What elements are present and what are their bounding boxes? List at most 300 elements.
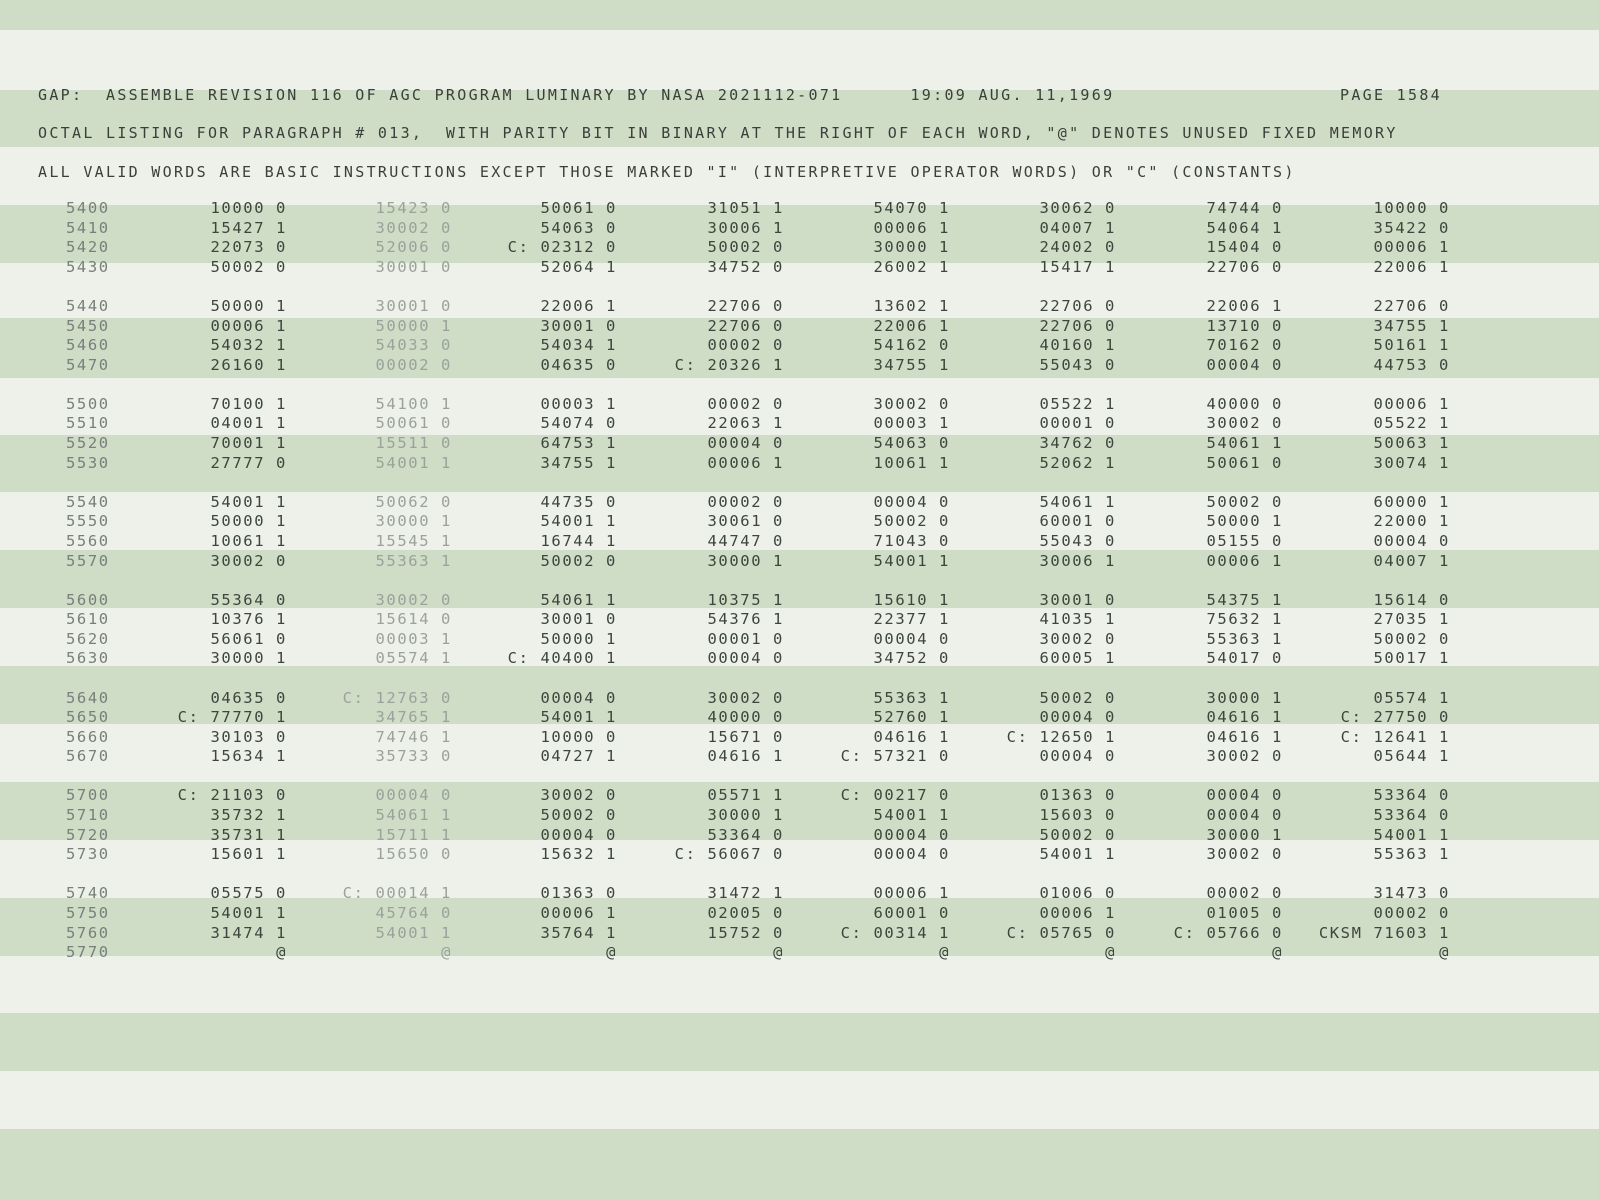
row-address: 5440 [66,296,110,315]
octal-word: 31472 1 [707,884,784,903]
octal-word: 30000 1 [707,806,784,824]
row-address: 5670 [66,747,110,766]
listing-row [0,591,1599,611]
octal-word: 00006 1 [1373,394,1450,413]
octal-word: CKSM 71603 1 [1318,923,1450,942]
octal-word: 52064 1 [540,257,617,276]
octal-word: 56061 0 [210,629,287,648]
octal-word: 00004 0 [873,825,950,844]
octal-word: 52062 1 [1039,453,1116,472]
octal-word: 15632 1 [540,845,617,864]
row-address: 5450 [66,316,110,335]
octal-word: 35764 1 [540,923,617,942]
octal-word: 55043 0 [1039,355,1116,374]
octal-word: C: 00314 1 [840,923,950,942]
octal-word: 74744 0 [1206,199,1283,217]
listing-row [0,649,1599,669]
octal-word: 41035 1 [1039,610,1116,629]
octal-word: 50161 1 [1373,336,1450,355]
octal-word: 60001 0 [1039,512,1116,531]
octal-word: 04727 1 [540,747,617,766]
octal-word: 55363 1 [873,688,950,707]
octal-word: 54063 0 [873,434,950,452]
octal-word: 50002 0 [1039,688,1116,707]
octal-word: 10376 1 [210,610,287,629]
octal-word: 50000 1 [375,316,452,335]
octal-word: 15404 0 [1206,238,1283,257]
octal-word: 00002 0 [1373,903,1450,922]
octal-word: 35733 0 [375,747,452,766]
octal-word: C: 00217 0 [840,786,950,805]
listing-row [0,199,1599,219]
octal-word: 15423 0 [375,199,452,217]
row-address: 5530 [66,453,110,472]
octal-word: 00006 1 [1039,903,1116,922]
octal-word: 34752 0 [873,649,950,668]
row-address: 5460 [66,336,110,355]
header-line-3: ALL VALID WORDS ARE BASIC INSTRUCTIONS EXCEPT THOSE MARKED "I" (INTERPRETIVE OPERATOR WORDS) OR "C" (CONSTANTS) [38,163,1296,181]
octal-word: 54061 1 [1206,434,1283,452]
octal-word: @ [939,943,950,962]
octal-word: 54001 1 [540,512,617,531]
octal-word: 10000 0 [540,727,617,746]
octal-word: 31474 1 [210,923,287,942]
octal-word: 10000 0 [1373,199,1450,217]
octal-word: 22706 0 [707,316,784,335]
octal-word: 31473 0 [1373,884,1450,903]
octal-word: 05522 1 [1039,394,1116,413]
octal-word: 54375 1 [1206,590,1283,609]
octal-word: 70001 1 [210,434,287,452]
octal-word: 00004 0 [1039,708,1116,727]
octal-word: 30001 0 [540,610,617,629]
octal-word: 15614 0 [1373,590,1450,609]
octal-word: 44747 0 [707,531,784,550]
listing-row [0,493,1599,513]
octal-word: 30000 1 [1206,825,1283,844]
octal-word: 30000 1 [375,512,452,531]
octal-word: 30002 0 [1206,414,1283,433]
octal-word: 30002 0 [1206,747,1283,766]
listing-row [0,610,1599,630]
octal-word: 27777 0 [210,453,287,472]
row-address: 5720 [66,825,110,844]
row-address: 5660 [66,727,110,746]
octal-word: 15610 1 [873,590,950,609]
octal-word: 30002 0 [1206,845,1283,864]
octal-word: 00004 0 [1206,806,1283,824]
listing-row [0,258,1599,278]
octal-word: @ [1105,943,1116,962]
octal-word: 16744 1 [540,531,617,550]
listing-row [0,728,1599,748]
octal-word: 00004 0 [873,492,950,511]
octal-word: 60005 1 [1039,649,1116,668]
octal-word: 54063 0 [540,218,617,237]
row-address: 5610 [66,610,110,629]
octal-word: 00004 0 [707,434,784,452]
row-address: 5750 [66,903,110,922]
octal-word: 00003 1 [540,394,617,413]
octal-word: 54032 1 [210,336,287,355]
row-address: 5650 [66,708,110,727]
octal-word: 54061 1 [375,806,452,824]
octal-word: C: 02312 0 [507,238,617,257]
octal-word: 15427 1 [210,218,287,237]
listing-row [0,630,1599,650]
octal-word: 05571 1 [707,786,784,805]
octal-word: 53364 0 [707,825,784,844]
octal-word: 30002 0 [707,688,784,707]
octal-word: 54061 1 [540,590,617,609]
octal-word: 50000 1 [210,512,287,531]
octal-word: 22063 1 [707,414,784,433]
octal-word: 26002 1 [873,257,950,276]
octal-word: 50002 0 [707,238,784,257]
octal-word: 35732 1 [210,806,287,824]
octal-word: 31051 1 [707,199,784,217]
octal-word: 22377 1 [873,610,950,629]
row-address: 5600 [66,590,110,609]
octal-word: 00002 0 [375,355,452,374]
octal-word: 15601 1 [210,845,287,864]
octal-word: 04616 1 [707,747,784,766]
octal-word: 34755 1 [1373,316,1450,335]
row-address: 5500 [66,394,110,413]
octal-word: 50061 0 [375,414,452,433]
octal-word: 15545 1 [375,531,452,550]
octal-word: C: 05765 0 [1006,923,1116,942]
listing-row [0,414,1599,434]
listing-row [0,532,1599,552]
octal-word: 00004 0 [707,649,784,668]
octal-word: 05522 1 [1373,414,1450,433]
octal-word: 00004 0 [540,688,617,707]
octal-word: 10061 1 [210,531,287,550]
octal-word: 00002 0 [707,394,784,413]
octal-word: 05574 1 [1373,688,1450,707]
octal-word: C: 12641 1 [1340,727,1450,746]
octal-word: 54001 1 [1039,845,1116,864]
octal-word: @ [1272,943,1283,962]
octal-word: 54001 1 [210,903,287,922]
octal-word: 05155 0 [1206,531,1283,550]
listing-row [0,317,1599,337]
octal-word: 22006 1 [1206,296,1283,315]
octal-word: 75632 1 [1206,610,1283,629]
row-address: 5420 [66,238,110,257]
listing-row [0,552,1599,572]
octal-word: @ [606,943,617,962]
octal-word: 53364 0 [1373,806,1450,824]
listing-row [0,826,1599,846]
octal-word: 54001 1 [375,453,452,472]
octal-word: 54033 0 [375,336,452,355]
page-number: PAGE 1584 [1340,86,1442,104]
octal-word: 00006 1 [1373,238,1450,257]
octal-word: 50002 0 [210,257,287,276]
octal-word: 22706 0 [707,296,784,315]
octal-word: 01005 0 [1206,903,1283,922]
row-address: 5520 [66,434,110,452]
octal-word: C: 40400 1 [507,649,617,668]
octal-word: 13710 0 [1206,316,1283,335]
octal-word: 15614 0 [375,610,452,629]
octal-word: 05644 1 [1373,747,1450,766]
octal-word: 00006 1 [1206,551,1283,570]
octal-word: 04007 1 [1373,551,1450,570]
octal-word: 15603 0 [1039,806,1116,824]
octal-word: 30002 0 [1039,629,1116,648]
octal-word: 22000 1 [1373,512,1450,531]
octal-word: 26160 1 [210,355,287,374]
octal-word: 00002 0 [707,492,784,511]
listing-row [0,512,1599,532]
octal-word: 00006 1 [707,453,784,472]
octal-word: C: 56067 0 [674,845,784,864]
listing-row [0,356,1599,376]
octal-word: 30000 1 [210,649,287,668]
octal-word: 30002 0 [873,394,950,413]
octal-word: 10061 1 [873,453,950,472]
octal-word: 04635 0 [540,355,617,374]
octal-word: 10375 1 [707,590,784,609]
octal-word: 54017 0 [1206,649,1283,668]
octal-word: 54376 1 [707,610,784,629]
listing-row [0,747,1599,767]
octal-word: 50061 0 [1206,453,1283,472]
octal-word: 50002 0 [540,551,617,570]
octal-word: 55364 0 [210,590,287,609]
row-address: 5430 [66,257,110,276]
octal-word: 70162 0 [1206,336,1283,355]
octal-word: 50063 1 [1373,434,1450,452]
listing-row [0,924,1599,944]
octal-word: 13602 1 [873,296,950,315]
octal-word: 34762 0 [1039,434,1116,452]
octal-word: C: 12763 0 [342,688,452,707]
octal-word: 71043 0 [873,531,950,550]
octal-word: 44735 0 [540,492,617,511]
octal-word: 30002 0 [210,551,287,570]
octal-word: 50002 0 [540,806,617,824]
octal-word: 05574 1 [375,649,452,668]
octal-word: 00006 1 [540,903,617,922]
octal-word: 54061 1 [1039,492,1116,511]
octal-word: 50062 0 [375,492,452,511]
octal-word: 04001 1 [210,414,287,433]
octal-word: 50002 0 [873,512,950,531]
row-address: 5510 [66,414,110,433]
octal-word: 00004 0 [1206,786,1283,805]
row-address: 5620 [66,629,110,648]
octal-word: @ [773,943,784,962]
octal-word: 50000 1 [1206,512,1283,531]
row-address: 5560 [66,531,110,550]
row-address: 5410 [66,218,110,237]
listing-row [0,689,1599,709]
octal-word: 22006 1 [540,296,617,315]
listing-row [0,336,1599,356]
octal-word: 54001 1 [210,492,287,511]
listing-row [0,297,1599,317]
row-address: 5740 [66,884,110,903]
octal-word: 35731 1 [210,825,287,844]
octal-word: C: 05766 0 [1173,923,1283,942]
octal-word: 15671 0 [707,727,784,746]
listing-row [0,238,1599,258]
listing-row [0,395,1599,415]
octal-word: 00003 1 [873,414,950,433]
octal-word: 60001 0 [873,903,950,922]
octal-word: @ [441,943,452,962]
octal-word: 15417 1 [1039,257,1116,276]
octal-word: 74746 1 [375,727,452,746]
row-address: 5710 [66,806,110,824]
octal-word: 45764 0 [375,903,452,922]
octal-word: 04616 1 [1206,727,1283,746]
octal-word: C: 20326 1 [674,355,784,374]
listing-row [0,786,1599,806]
octal-word: C: 57321 0 [840,747,950,766]
octal-word: 54162 0 [873,336,950,355]
row-address: 5700 [66,786,110,805]
octal-word: 54100 1 [375,394,452,413]
octal-word: 01006 0 [1039,884,1116,903]
octal-word: 30002 0 [375,590,452,609]
octal-word: 00006 1 [210,316,287,335]
listing-row [0,943,1599,963]
octal-word: 35422 0 [1373,218,1450,237]
octal-word: 27035 1 [1373,610,1450,629]
octal-word: 50017 1 [1373,649,1450,668]
octal-word: 54064 1 [1206,218,1283,237]
octal-word: 15511 0 [375,434,452,452]
octal-word: 15650 0 [375,845,452,864]
octal-word: 40160 1 [1039,336,1116,355]
row-address: 5400 [66,199,110,217]
listing-row [0,708,1599,728]
octal-word: 52760 1 [873,708,950,727]
octal-word: 34755 1 [540,453,617,472]
octal-word: 64753 1 [540,434,617,452]
octal-word: 01363 0 [1039,786,1116,805]
octal-word: 00004 0 [375,786,452,805]
header-line-2: OCTAL LISTING FOR PARAGRAPH # 013, WITH PARITY BIT IN BINARY AT THE RIGHT OF EACH WORD, "@" DENOTES UNUSED FIXED MEMORY [38,124,1398,142]
octal-word: 55363 1 [375,551,452,570]
octal-word: 22706 0 [1373,296,1450,315]
octal-word: 54034 1 [540,336,617,355]
row-address: 5640 [66,688,110,707]
octal-word: 54001 1 [873,551,950,570]
row-address: 5630 [66,649,110,668]
octal-word: 00006 1 [873,218,950,237]
octal-word: 04007 1 [1039,218,1116,237]
octal-word: 02005 0 [707,903,784,922]
octal-word: 00004 0 [1206,355,1283,374]
octal-word: 34755 1 [873,355,950,374]
octal-word: 05575 0 [210,884,287,903]
octal-word: 54070 1 [873,199,950,217]
octal-word: 22706 0 [1039,316,1116,335]
octal-word: 60000 1 [1373,492,1450,511]
row-address: 5760 [66,923,110,942]
octal-word: 30002 0 [375,218,452,237]
listing-row [0,904,1599,924]
octal-word: 30074 1 [1373,453,1450,472]
listing-row [0,434,1599,454]
octal-word: 70100 1 [210,394,287,413]
octal-word: 00004 0 [1373,531,1450,550]
octal-word: 53364 0 [1373,786,1450,805]
octal-word: 00004 0 [873,629,950,648]
row-address: 5470 [66,355,110,374]
octal-word: 15711 1 [375,825,452,844]
octal-word: 22006 1 [1373,257,1450,276]
octal-word: 55363 1 [1373,845,1450,864]
octal-word: 30002 0 [540,786,617,805]
octal-word: 00004 0 [540,825,617,844]
octal-word: 54001 1 [540,708,617,727]
octal-word: 54001 1 [1373,825,1450,844]
octal-word: 04616 1 [1206,708,1283,727]
octal-word: 55043 0 [1039,531,1116,550]
octal-word: 00001 0 [1039,414,1116,433]
octal-word: 04616 1 [873,727,950,746]
octal-word: 50002 0 [1039,825,1116,844]
octal-word: 24002 0 [1039,238,1116,257]
row-address: 5570 [66,551,110,570]
octal-word: 30006 1 [707,218,784,237]
octal-word: 22706 0 [1206,257,1283,276]
octal-word: 34765 1 [375,708,452,727]
row-address: 5730 [66,845,110,864]
octal-word: C: 21103 0 [177,786,287,805]
octal-word: 50002 0 [1373,629,1450,648]
octal-word: 00002 0 [1206,884,1283,903]
octal-word: 54074 0 [540,414,617,433]
octal-word: 30001 0 [1039,590,1116,609]
octal-word: 00004 0 [873,845,950,864]
octal-word: C: 00014 1 [342,884,452,903]
octal-word: 40000 0 [1206,394,1283,413]
octal-word: C: 12650 1 [1006,727,1116,746]
octal-word: 10000 0 [210,199,287,217]
octal-word: 01363 0 [540,884,617,903]
octal-word: @ [1439,943,1450,962]
octal-word: 50061 0 [540,199,617,217]
octal-word: 15634 1 [210,747,287,766]
octal-word: 15752 0 [707,923,784,942]
octal-word: 22706 0 [1039,296,1116,315]
octal-word: 30000 1 [1206,688,1283,707]
octal-word: 52006 0 [375,238,452,257]
octal-word: 30000 1 [873,238,950,257]
octal-word: 30001 0 [375,257,452,276]
octal-word: 40000 0 [707,708,784,727]
octal-word: C: 77770 1 [177,708,287,727]
octal-word: 34752 0 [707,257,784,276]
octal-word: 30103 0 [210,727,287,746]
octal-word: 50002 0 [1206,492,1283,511]
listing-row [0,806,1599,826]
octal-word: 00004 0 [1039,747,1116,766]
octal-word: @ [276,943,287,962]
octal-word: 30061 0 [707,512,784,531]
octal-word: C: 27750 0 [1340,708,1450,727]
octal-word: 54001 1 [375,923,452,942]
listing-row [0,454,1599,474]
